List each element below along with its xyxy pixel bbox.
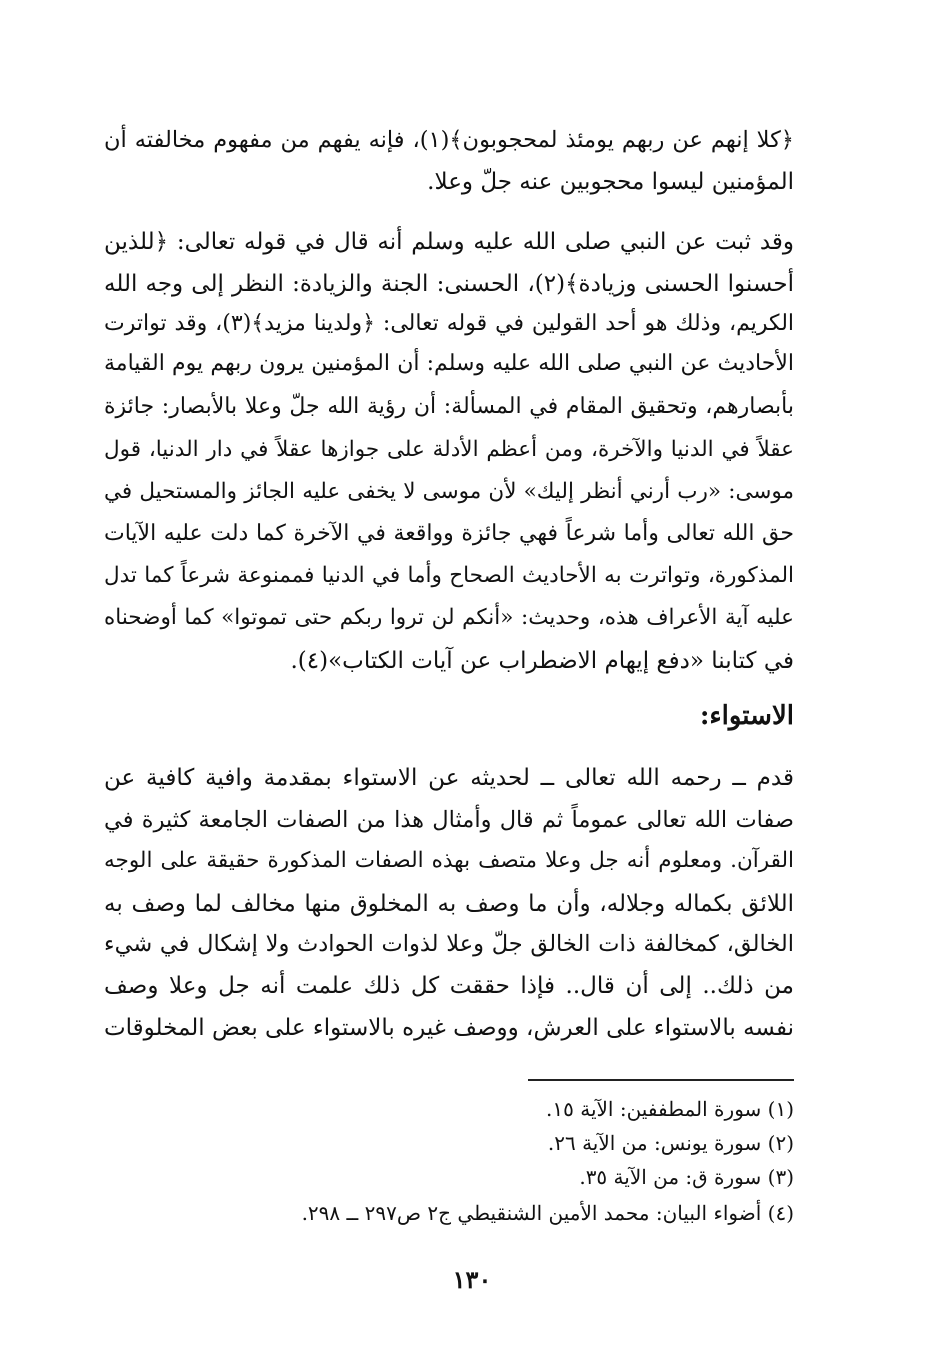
text-line: عليه آية الأعراف هذه، وحديث: «أنكم لن تروا ربكم حتى تموتوا» كما أوضحناه [104,605,794,630]
text-line: اللائق بكماله وجلاله، وأن ما وصف به المخلوق منها مخالف لما وصف به [104,891,794,917]
text-line: الأحاديث عن النبي صلى الله عليه وسلم: أن المؤمنين يرون ربهم يوم القيامة [104,351,794,376]
text-line: صفات الله تعالى عموماً ثم قال وأمثال هذا من الصفات الجامعة كثيرة في [104,807,794,833]
text-line: نفسه بالاستواء على العرش، ووصف غيره بالاستواء على بعض المخلوقات [104,1015,794,1041]
text-line: وقد ثبت عن النبي صلى الله عليه وسلم أنه قال في قوله تعالى: ﴿للذين [104,229,794,255]
text-line: ﴿كلا إنهم عن ربهم يومئذ لمحجوبون﴾(١)، فإنه يفهم من مفهوم مخالفته أن [104,127,794,153]
footnote-separator [528,1079,794,1081]
text-line: قدم ــ رحمه الله تعالى ــ لحديثه عن الاستواء بمقدمة وافية كافية عن [104,765,794,791]
text-line: بأبصارهم، وتحقيق المقام في المسألة: أن رؤية الله جلّ وعلا بالأبصار: جائزة [104,394,795,419]
text-line: حق الله تعالى وأما شرعاً فهي جائزة وواقعة في الآخرة كما دلت عليه الآيات [104,521,794,546]
section-heading: الاستواء: [699,701,794,731]
text-line: في كتابنا «دفع إيهام الاضطراب عن آيات الكتاب»(٤). [290,648,794,674]
page-number: ١٣٠ [452,1265,492,1294]
text-line: المؤمنين ليسوا محجوبين عنه جلّ وعلا. [427,169,794,195]
text-line: عقلاً في الدنيا والآخرة، ومن أعظم الأدلة على جوازها عقلاً في دار الدنيا، قول [104,437,794,462]
footnote: (٤) أضواء البيان: محمد الأمين الشنقيطي ج٢ ص٢٩٧ ــ ٢٩٨. [301,1201,794,1225]
text-line: الكريم، وذلك هو أحد القولين في قوله تعالى: ﴿ولدينا مزيد﴾(٣)، وقد تواترت [104,311,795,336]
text-line: أحسنوا الحسنى وزيادة﴾(٢)، الحسنى: الجنة والزيادة: النظر إلى وجه الله [104,271,794,297]
text-line: الخالق، كمخالفة ذات الخالق جلّ وعلا لذوات الحوادث ولا إشكال في شيء [104,931,794,957]
footnote: (٢) سورة يونس: من الآية ٢٦. [547,1131,794,1155]
footnote: (١) سورة المطففين: الآية ١٥. [546,1097,794,1121]
text-line: من ذلك.. إلى أن قال.. فإذا حققت كل ذلك علمت أنه جل وعلا وصف [104,973,794,999]
text-line: موسى: «رب أرني أنظر إليك» لأن موسى لا يخفى عليه الجائز والمستحيل في [104,479,794,504]
text-line: القرآن. ومعلوم أنه جل وعلا متصف بهذه الصفات المذكورة حقيقة على الوجه [104,848,794,873]
footnote: (٣) سورة ق: من الآية ٣٥. [579,1165,794,1189]
text-line: المذكورة، وتواترت به الأحاديث الصحاح وأما في الدنيا فممنوعة شرعاً كما تدل [104,563,794,588]
